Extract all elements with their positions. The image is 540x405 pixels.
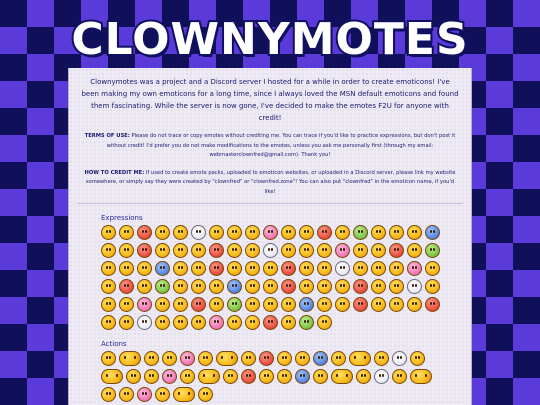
- emoticon-image[interactable]: [173, 243, 188, 258]
- emoticon-image[interactable]: [173, 261, 188, 276]
- emoticon-image[interactable]: [209, 243, 224, 258]
- emoticon-image[interactable]: [209, 315, 224, 330]
- emoticon-image[interactable]: [331, 351, 346, 366]
- emoticon-image[interactable]: [389, 279, 404, 294]
- emoticon-image[interactable]: [119, 243, 134, 258]
- emoticon-image[interactable]: [191, 225, 206, 240]
- emoticon-image[interactable]: [245, 243, 260, 258]
- content-panel: [68, 68, 472, 405]
- emoticon-image[interactable]: [281, 243, 296, 258]
- emoticon-image[interactable]: [137, 387, 152, 402]
- emoticon-image[interactable]: [241, 369, 256, 384]
- emoticon-image[interactable]: [263, 315, 278, 330]
- emoticon-image[interactable]: [173, 315, 188, 330]
- emoticon-image[interactable]: [389, 225, 404, 240]
- emoticon-image[interactable]: [137, 261, 152, 276]
- emoticon-image[interactable]: [335, 297, 350, 312]
- emoticon-image[interactable]: [198, 369, 220, 384]
- emoticon-image[interactable]: [191, 297, 206, 312]
- emoticon-image[interactable]: [356, 369, 371, 384]
- emoticon-image[interactable]: [281, 261, 296, 276]
- emoticon-image[interactable]: [101, 297, 116, 312]
- emoticon-image[interactable]: [155, 297, 170, 312]
- divider: [77, 203, 463, 204]
- emoticon-image[interactable]: [209, 279, 224, 294]
- emoticon-image[interactable]: [374, 369, 389, 384]
- emoticon-image[interactable]: [137, 243, 152, 258]
- emoticon-image[interactable]: [162, 369, 177, 384]
- emoticon-image[interactable]: [389, 261, 404, 276]
- emoticon-image[interactable]: [281, 315, 296, 330]
- emoticon-image[interactable]: [277, 369, 292, 384]
- emoticon-image[interactable]: [389, 297, 404, 312]
- emoticon-image[interactable]: [173, 279, 188, 294]
- emoticon-image[interactable]: [425, 243, 440, 258]
- emoticon-image[interactable]: [425, 279, 440, 294]
- emoticon-image[interactable]: [101, 315, 116, 330]
- emoticon-image[interactable]: [299, 315, 314, 330]
- emoticon-image[interactable]: [144, 351, 159, 366]
- terms-label: TERMS OF USE:: [84, 133, 130, 139]
- emoticon-image[interactable]: [101, 261, 116, 276]
- emoticon-image[interactable]: [191, 315, 206, 330]
- actions-grid: [101, 351, 443, 402]
- emoticon-image[interactable]: [223, 369, 238, 384]
- emoticon-image[interactable]: [137, 297, 152, 312]
- emoticon-image[interactable]: [126, 369, 141, 384]
- emoticon-image[interactable]: [245, 261, 260, 276]
- emoticon-image[interactable]: [410, 369, 432, 384]
- emoticon-image[interactable]: [353, 297, 368, 312]
- emoticon-image[interactable]: [101, 243, 116, 258]
- emoticon-image[interactable]: [425, 225, 440, 240]
- emoticon-image[interactable]: [259, 351, 274, 366]
- terms-text: Please do not trace or copy emotes without crediting me. You can trace if you'd like to practice expressions, but don't post it without credit! I'd prefer you do not make modifications to the emotes, unless you ask me personally first (through my email: webmasterclownfred@gmail.com). Thank you!: [106, 133, 456, 158]
- emoticon-image[interactable]: [407, 261, 422, 276]
- emoticon-image[interactable]: [353, 279, 368, 294]
- emoticon-image[interactable]: [191, 243, 206, 258]
- credit-label: HOW TO CREDIT ME:: [84, 169, 145, 176]
- emoticon-image[interactable]: [245, 297, 260, 312]
- emoticon-image[interactable]: [263, 243, 278, 258]
- emoticon-image[interactable]: [216, 351, 238, 366]
- emoticon-image[interactable]: [392, 369, 407, 384]
- credit-text: If used to create emote packs, uploaded to emoticon websites, or uploaded in a Discord server, please link my website somewhere, or simply say they were created by "clownfred" or "clownfred.zone"! You can also put "clownfred" in the emoticon name, if you'd like!: [85, 169, 456, 195]
- emoticon-image[interactable]: [137, 279, 152, 294]
- emoticon-image[interactable]: [371, 225, 386, 240]
- emoticon-image[interactable]: [162, 351, 177, 366]
- emoticon-image[interactable]: [281, 225, 296, 240]
- emoticon-image[interactable]: [137, 225, 152, 240]
- emoticon-image[interactable]: [281, 279, 296, 294]
- emoticon-image[interactable]: [198, 387, 213, 402]
- emoticon-image[interactable]: [277, 351, 292, 366]
- emoticon-image[interactable]: [227, 297, 242, 312]
- emoticon-image[interactable]: [101, 369, 123, 384]
- emoticon-image[interactable]: [101, 351, 116, 366]
- how-to-credit: [83, 169, 457, 198]
- emoticon-image[interactable]: [209, 225, 224, 240]
- emoticon-image[interactable]: [245, 279, 260, 294]
- emoticon-image[interactable]: [227, 243, 242, 258]
- emoticon-image[interactable]: [155, 387, 170, 402]
- emoticon-image[interactable]: [317, 315, 332, 330]
- emoticon-image[interactable]: [317, 243, 332, 258]
- emoticon-image[interactable]: [241, 351, 256, 366]
- emoticon-image[interactable]: [392, 351, 407, 366]
- emoticon-image[interactable]: [259, 369, 274, 384]
- emoticon-image[interactable]: [299, 243, 314, 258]
- emoticon-image[interactable]: [227, 225, 242, 240]
- expressions-grid: [101, 225, 443, 330]
- emoticon-image[interactable]: [335, 279, 350, 294]
- site-header: [0, 8, 540, 70]
- emoticon-image[interactable]: [317, 297, 332, 312]
- terms-of-use: [83, 132, 457, 161]
- emoticon-image[interactable]: [191, 261, 206, 276]
- emoticon-image[interactable]: [227, 279, 242, 294]
- emoticon-image[interactable]: [407, 279, 422, 294]
- emoticon-image[interactable]: [299, 279, 314, 294]
- emoticon-image[interactable]: [299, 297, 314, 312]
- emoticon-image[interactable]: [180, 369, 195, 384]
- emoticon-image[interactable]: [331, 369, 353, 384]
- emoticon-image[interactable]: [389, 243, 404, 258]
- emoticon-image[interactable]: [227, 261, 242, 276]
- emoticon-image[interactable]: [119, 261, 134, 276]
- emoticon-image[interactable]: [263, 279, 278, 294]
- emoticon-image[interactable]: [313, 351, 328, 366]
- emoticon-image[interactable]: [119, 225, 134, 240]
- emoticon-image[interactable]: [209, 261, 224, 276]
- emoticon-image[interactable]: [295, 351, 310, 366]
- emoticon-image[interactable]: [227, 315, 242, 330]
- emoticon-image[interactable]: [374, 351, 389, 366]
- emoticon-image[interactable]: [191, 279, 206, 294]
- emoticon-image[interactable]: [313, 369, 328, 384]
- emoticon-image[interactable]: [425, 261, 440, 276]
- emoticon-image[interactable]: [295, 369, 310, 384]
- emoticon-image[interactable]: [101, 225, 116, 240]
- emoticon-image[interactable]: [144, 369, 159, 384]
- emoticon-image[interactable]: [371, 279, 386, 294]
- emoticon-image[interactable]: [209, 297, 224, 312]
- emoticon-image[interactable]: [335, 261, 350, 276]
- emoticon-image[interactable]: [155, 261, 170, 276]
- emoticon-image[interactable]: [173, 297, 188, 312]
- emoticon-image[interactable]: [353, 243, 368, 258]
- emoticon-image[interactable]: [155, 315, 170, 330]
- emoticon-image[interactable]: [119, 297, 134, 312]
- emoticon-image[interactable]: [101, 387, 116, 402]
- emoticon-image[interactable]: [198, 351, 213, 366]
- intro-text: Clownymotes was a project and a Discord server I hosted for a while in order to create emoticons! I've been making my own emoticons for a long time, since I always loved the MSN default emoticons and found them fascinating. While the server is now gone, I've decided to make the emotes F2U for anyone with credit!: [81, 78, 459, 122]
- emoticon-image[interactable]: [245, 315, 260, 330]
- emoticon-image[interactable]: [137, 315, 152, 330]
- emoticon-image[interactable]: [263, 297, 278, 312]
- emoticon-image[interactable]: [263, 261, 278, 276]
- emoticon-image[interactable]: [155, 279, 170, 294]
- emoticon-image[interactable]: [155, 225, 170, 240]
- emoticon-image[interactable]: [119, 351, 141, 366]
- emoticon-image[interactable]: [353, 261, 368, 276]
- emoticon-image[interactable]: [425, 297, 440, 312]
- emoticon-image[interactable]: [245, 225, 260, 240]
- emoticon-image[interactable]: [410, 351, 425, 366]
- emoticon-image[interactable]: [101, 279, 116, 294]
- emoticon-image[interactable]: [353, 225, 368, 240]
- emoticon-image[interactable]: [119, 279, 134, 294]
- emoticon-image[interactable]: [371, 243, 386, 258]
- emoticon-image[interactable]: [155, 243, 170, 258]
- emoticon-image[interactable]: [371, 261, 386, 276]
- emoticon-image[interactable]: [335, 225, 350, 240]
- emoticon-image[interactable]: [180, 351, 195, 366]
- emoticon-image[interactable]: [407, 297, 422, 312]
- emoticon-image[interactable]: [349, 351, 371, 366]
- emoticon-image[interactable]: [263, 225, 278, 240]
- emoticon-image[interactable]: [299, 261, 314, 276]
- emoticon-image[interactable]: [335, 243, 350, 258]
- emoticon-image[interactable]: [317, 279, 332, 294]
- emoticon-image[interactable]: [371, 297, 386, 312]
- emoticon-image[interactable]: [173, 225, 188, 240]
- site-logo: CLOWNYMOTES: [71, 13, 469, 65]
- emoticon-image[interactable]: [407, 225, 422, 240]
- emoticon-image[interactable]: [299, 225, 314, 240]
- emoticon-image[interactable]: [173, 387, 195, 402]
- emoticon-image[interactable]: [407, 243, 422, 258]
- section-title-actions: Actions: [101, 340, 127, 348]
- emoticon-image[interactable]: [119, 315, 134, 330]
- section-title-expressions: Expressions: [101, 214, 143, 222]
- emoticon-image[interactable]: [317, 261, 332, 276]
- emoticon-image[interactable]: [119, 387, 134, 402]
- emoticon-image[interactable]: [317, 225, 332, 240]
- emoticon-image[interactable]: [281, 297, 296, 312]
